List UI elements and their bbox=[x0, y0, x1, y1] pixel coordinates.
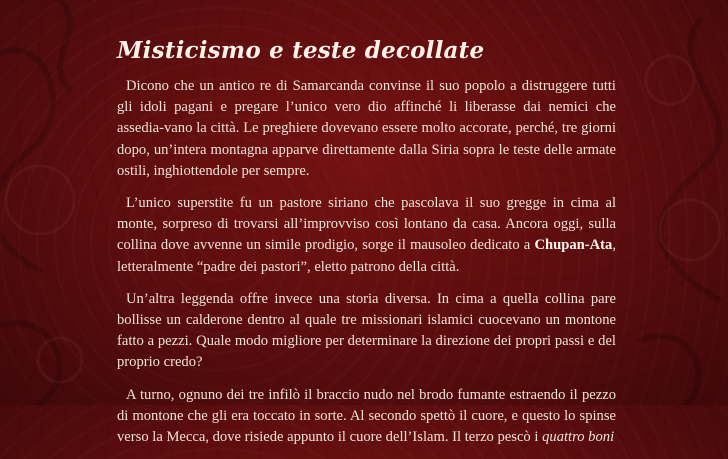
article-title: Misticismo e teste decollate bbox=[117, 37, 485, 64]
article bbox=[117, 36, 616, 459]
paragraph-3 bbox=[117, 289, 616, 374]
chupan-ata-term: Chupan-Ata bbox=[534, 237, 613, 254]
paragraph-1 bbox=[117, 76, 616, 182]
paragraph-1-text: Dicono che un antico re di Samarcanda convinse il suo popolo a distruggere tutti gli idoli pagani e pregare l’unico vero dio affinché li liberasse dai nemici che assedia-vano la città. Le preghiere dovevano essere molto accorate, perché, tre giorni dopo, un’intera montagna apparve direttamente dalla Siria sopra le teste delle armate ostili, inghiottendole per sempre. bbox=[117, 78, 616, 179]
paragraph-4-italic: quattro boni bbox=[542, 429, 615, 446]
paragraph-2-text-end: , letteralmente “padre dei pastori”, eletto patrono della città. bbox=[117, 237, 616, 275]
paragraph-4-text: A turno, ognuno dei tre infilò il braccio nudo nel brodo fumante estraendo il pezzo di montone che gli era toccato in sorte. Al secondo spettò il cuore, e questo lo spinse verso la Mecca, dove risiede appunto il cuore dell’Islam. Il terzo pescò i bbox=[117, 386, 616, 446]
paragraph-3-text: Un’altra leggenda offre invece una storia diversa. In cima a quella collina pare bollisse un calderone dentro al quale tre missionari islamici cuocevano un montone fatto a pezzi. Quale modo migliore per determinare la direzione dei propri passi e del proprio credo? bbox=[117, 290, 616, 371]
paragraph-2 bbox=[117, 193, 616, 278]
paragraph-4 bbox=[117, 385, 616, 449]
paragraph-2-text-start: L’unico superstite fu un pastore siriano che pascolava il suo gregge in cima al monte, sorpreso di trovarsi all’improvviso così lontano da casa. Ancora oggi, sulla collina dove avvenne un simile prodigio, sorge il mausoleo dedicato a bbox=[117, 195, 616, 254]
